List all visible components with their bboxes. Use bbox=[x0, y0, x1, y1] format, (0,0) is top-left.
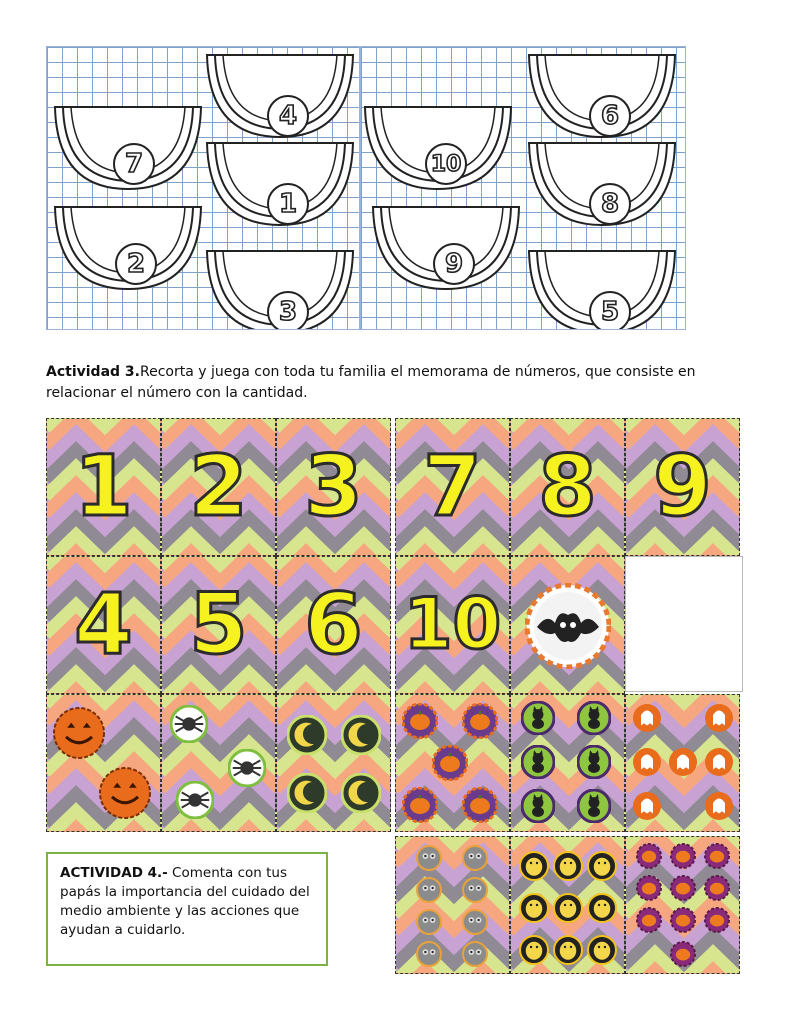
owl-icon bbox=[462, 909, 488, 935]
pumpkin-icon bbox=[402, 703, 438, 739]
owl-icon bbox=[416, 877, 442, 903]
card-number: 3 bbox=[304, 437, 363, 535]
bowl-7 bbox=[53, 103, 203, 193]
number-card bbox=[510, 418, 625, 556]
spider-icon bbox=[170, 705, 208, 743]
activity3-paragraph bbox=[46, 362, 746, 404]
quantity-card bbox=[510, 836, 625, 974]
activity3-label: Actividad 3. bbox=[46, 364, 140, 380]
owl-icon bbox=[462, 845, 488, 871]
bowl-number: 7 bbox=[113, 143, 155, 185]
penguin-icon bbox=[587, 935, 617, 965]
pumpkin-icon bbox=[432, 745, 468, 781]
bowl-number: 2 bbox=[115, 243, 157, 285]
bowl-5 bbox=[527, 247, 677, 330]
owl-icon bbox=[416, 941, 442, 967]
penguin-icon bbox=[587, 851, 617, 881]
moon-icon bbox=[341, 773, 381, 813]
number-card bbox=[276, 418, 391, 556]
penguin-icon bbox=[519, 935, 549, 965]
black-cat-icon bbox=[521, 701, 555, 735]
card-number: 5 bbox=[189, 575, 248, 673]
pumpkin-face-icon bbox=[53, 707, 105, 759]
card-number: 10 bbox=[403, 583, 502, 665]
bowl-10 bbox=[363, 103, 513, 193]
quantity-card bbox=[625, 836, 740, 974]
ghost-icon bbox=[632, 791, 662, 821]
number-card bbox=[46, 418, 161, 556]
purple-pumpkin-icon bbox=[670, 843, 696, 869]
card-number: 9 bbox=[653, 437, 712, 535]
purple-pumpkin-icon bbox=[636, 907, 662, 933]
bowl-1 bbox=[205, 139, 355, 229]
card-number: 1 bbox=[74, 437, 133, 535]
bowl-number: 9 bbox=[433, 243, 475, 285]
ghost-icon bbox=[704, 791, 734, 821]
owl-icon bbox=[416, 909, 442, 935]
black-cat-icon bbox=[577, 701, 611, 735]
card-number: 4 bbox=[74, 575, 133, 673]
black-cat-icon bbox=[577, 789, 611, 823]
bowl-2 bbox=[53, 203, 203, 293]
activity4-box bbox=[46, 852, 328, 966]
purple-pumpkin-icon bbox=[670, 907, 696, 933]
left-grid-panel bbox=[46, 46, 360, 330]
bowl-number: 8 bbox=[589, 183, 631, 225]
penguin-icon bbox=[553, 851, 583, 881]
owl-icon bbox=[416, 845, 442, 871]
penguin-icon bbox=[553, 893, 583, 923]
activity3-text: Recorta y juega con toda tu familia el memorama de números, que consiste en relacionar el número con la cantidad. bbox=[46, 364, 696, 401]
spider-icon bbox=[176, 781, 214, 819]
ghost-icon bbox=[668, 747, 698, 777]
quantity-card bbox=[395, 694, 510, 832]
spider-icon bbox=[228, 749, 266, 787]
card-number: 8 bbox=[538, 437, 597, 535]
moon-icon bbox=[341, 715, 381, 755]
number-card bbox=[395, 418, 510, 556]
card-number: 7 bbox=[423, 437, 482, 535]
pumpkin-icon bbox=[462, 703, 498, 739]
bat-icon bbox=[525, 583, 611, 669]
owl-icon bbox=[462, 941, 488, 967]
owl-icon bbox=[462, 877, 488, 903]
penguin-icon bbox=[553, 935, 583, 965]
quantity-card bbox=[46, 694, 161, 832]
ghost-icon bbox=[632, 747, 662, 777]
number-card bbox=[395, 556, 510, 694]
bat-card bbox=[510, 556, 625, 694]
black-cat-icon bbox=[521, 745, 555, 779]
bowl-6 bbox=[527, 51, 677, 141]
purple-pumpkin-icon bbox=[704, 843, 730, 869]
ghost-icon bbox=[632, 703, 662, 733]
purple-pumpkin-icon bbox=[704, 875, 730, 901]
moon-icon bbox=[287, 773, 327, 813]
purple-pumpkin-icon bbox=[636, 843, 662, 869]
bowl-3 bbox=[205, 247, 355, 330]
quantity-card bbox=[395, 836, 510, 974]
bowl-number: 6 bbox=[589, 95, 631, 137]
number-card bbox=[276, 556, 391, 694]
quantity-card bbox=[625, 694, 740, 832]
bowl-number: 4 bbox=[267, 95, 309, 137]
number-card bbox=[161, 556, 276, 694]
pumpkin-icon bbox=[462, 787, 498, 823]
blank-card bbox=[625, 556, 743, 692]
bowl-number: 10 bbox=[425, 143, 467, 185]
penguin-icon bbox=[587, 893, 617, 923]
purple-pumpkin-icon bbox=[670, 941, 696, 967]
number-card bbox=[625, 418, 740, 556]
bowl-4 bbox=[205, 51, 355, 141]
quantity-card bbox=[161, 694, 276, 832]
ghost-icon bbox=[704, 703, 734, 733]
moon-icon bbox=[287, 715, 327, 755]
quantity-card bbox=[510, 694, 625, 832]
black-cat-icon bbox=[521, 789, 555, 823]
bowl-number: 1 bbox=[267, 183, 309, 225]
bowl-9 bbox=[371, 203, 521, 293]
bowl-number: 3 bbox=[267, 291, 309, 330]
purple-pumpkin-icon bbox=[704, 907, 730, 933]
activity4-label: ACTIVIDAD 4.- bbox=[60, 865, 168, 881]
activity4-text: Comenta con tus papás la importancia del cuidado del medio ambiente y las acciones que ayudan a cuidarlo. bbox=[60, 865, 310, 938]
purple-pumpkin-icon bbox=[670, 875, 696, 901]
number-card bbox=[46, 556, 161, 694]
penguin-icon bbox=[519, 851, 549, 881]
purple-pumpkin-icon bbox=[636, 875, 662, 901]
penguin-icon bbox=[519, 893, 549, 923]
pumpkin-face-icon bbox=[99, 767, 151, 819]
ghost-icon bbox=[704, 747, 734, 777]
pumpkin-icon bbox=[402, 787, 438, 823]
bowl-number: 5 bbox=[589, 291, 631, 330]
bowl-8 bbox=[527, 139, 677, 229]
quantity-card bbox=[276, 694, 391, 832]
right-grid-panel bbox=[360, 46, 686, 330]
number-card bbox=[161, 418, 276, 556]
card-number: 6 bbox=[304, 575, 363, 673]
card-number: 2 bbox=[189, 437, 248, 535]
black-cat-icon bbox=[577, 745, 611, 779]
